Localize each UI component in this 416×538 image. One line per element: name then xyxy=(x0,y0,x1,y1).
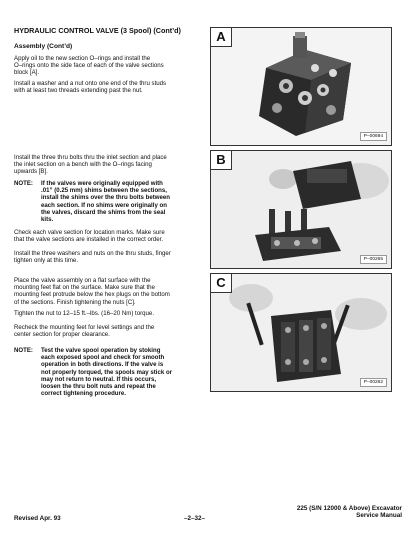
photo-code: P–00265 xyxy=(360,255,387,264)
text-line: Check each valve section for location marks. Make sure xyxy=(14,229,165,236)
figure-letter: A xyxy=(211,28,232,47)
note-body xyxy=(41,180,170,223)
paragraph-a2 xyxy=(14,80,166,94)
text-line: the valves, discard the shims from the seal xyxy=(41,208,166,216)
text-line: Test the valve spool operation by stoking xyxy=(41,347,161,354)
text-line: block [A]. xyxy=(14,69,40,77)
valve-photo-c xyxy=(211,274,391,391)
manual-type: Service Manual xyxy=(356,512,402,519)
valve-photo-b xyxy=(211,151,391,268)
text-line: center section for proper clearance. xyxy=(14,331,110,339)
text-line: kits. xyxy=(41,216,54,224)
figure-c xyxy=(210,273,392,392)
figure-letter: C xyxy=(211,274,232,293)
paragraph-c2 xyxy=(14,310,154,317)
text-line: may not return to neutral. If this occurs, xyxy=(41,375,157,383)
figure-b xyxy=(210,150,392,269)
footer-revision: Revised Apr. 93 xyxy=(14,515,61,522)
text-line: tighten only at this time. xyxy=(14,257,79,265)
text-line: Install the three thru bolts thru the inlet section and place xyxy=(14,154,167,161)
photo-code: P–00694 xyxy=(360,132,387,141)
note-label: NOTE: xyxy=(14,180,33,187)
paragraph-b3 xyxy=(14,250,171,264)
note-label: NOTE: xyxy=(14,347,33,354)
text-line: mounting feet flat on the surface. Make sure that the xyxy=(14,284,155,292)
text-line: loosen the thru bolt nuts and repeat the xyxy=(41,383,156,391)
figure-letter: B xyxy=(211,151,232,170)
text-line: operation in both directions. If the valve is xyxy=(41,361,164,369)
text-line: the inlet section on a bench with the O–rings facing xyxy=(14,161,152,169)
text-line: each section. If no shims were originally on xyxy=(41,201,167,209)
text-line: Recheck the mounting feet for level settings and the xyxy=(14,324,155,331)
manual-model: 225 (S/N 12000 & Above) Excavator xyxy=(296,505,402,512)
text-line: O–rings onto the side face of each of the valve sections xyxy=(14,62,164,70)
text-line: Install a washer and a nut onto one end of the thru studs xyxy=(14,80,167,87)
page-title: HYDRAULIC CONTROL VALVE (3 Spool) (Cont’d) xyxy=(14,26,181,35)
text-line: Place the valve assembly on a flat surface with the xyxy=(14,277,151,284)
note-b xyxy=(14,180,204,226)
text-line: install the shims over the thru bolts between xyxy=(41,194,171,202)
paragraph-c3 xyxy=(14,324,154,338)
paragraph-a1 xyxy=(14,55,164,77)
paragraph-c1 xyxy=(14,277,170,306)
text-line: not properly torqued, the spools may stick or xyxy=(41,368,173,376)
text-line: Tighten the nut to 12–15 ft.–lbs. (16–20 Nm) torque. xyxy=(14,310,155,317)
paragraph-b2 xyxy=(14,229,165,243)
text-line: that the valve sections are installed in the correct order. xyxy=(14,236,164,244)
text-line: Install the three washers and nuts on the thru studs, finger xyxy=(14,250,171,257)
text-line: .01” (0.25 mm) shims between the sections, xyxy=(41,187,167,195)
text-line: If the valves were originally equipped with xyxy=(41,180,163,187)
figure-a xyxy=(210,27,392,146)
text-line: mounting feet protrude below the hex plugs on the bottom xyxy=(14,291,170,299)
footer-page-number: –2–32– xyxy=(184,515,206,522)
footer-manual-title xyxy=(262,505,402,519)
text-line: of the sections. Finish tightening the nuts [C]. xyxy=(14,298,136,306)
text-line: with at least two threads extending past the nut. xyxy=(14,87,143,95)
photo-code: P–00262 xyxy=(360,378,387,387)
note-c xyxy=(14,347,204,401)
valve-photo-a xyxy=(211,28,391,145)
note-body xyxy=(41,347,172,397)
text-line: Apply oil to the new section O–rings and install the xyxy=(14,55,151,62)
text-line: each exposed spool and check for smooth xyxy=(41,354,165,362)
section-subtitle: Assembly (Cont’d) xyxy=(14,43,73,50)
paragraph-b1 xyxy=(14,154,167,176)
text-line: correct tightening procedure. xyxy=(41,390,126,398)
text-line: upwards [B]. xyxy=(14,168,48,176)
